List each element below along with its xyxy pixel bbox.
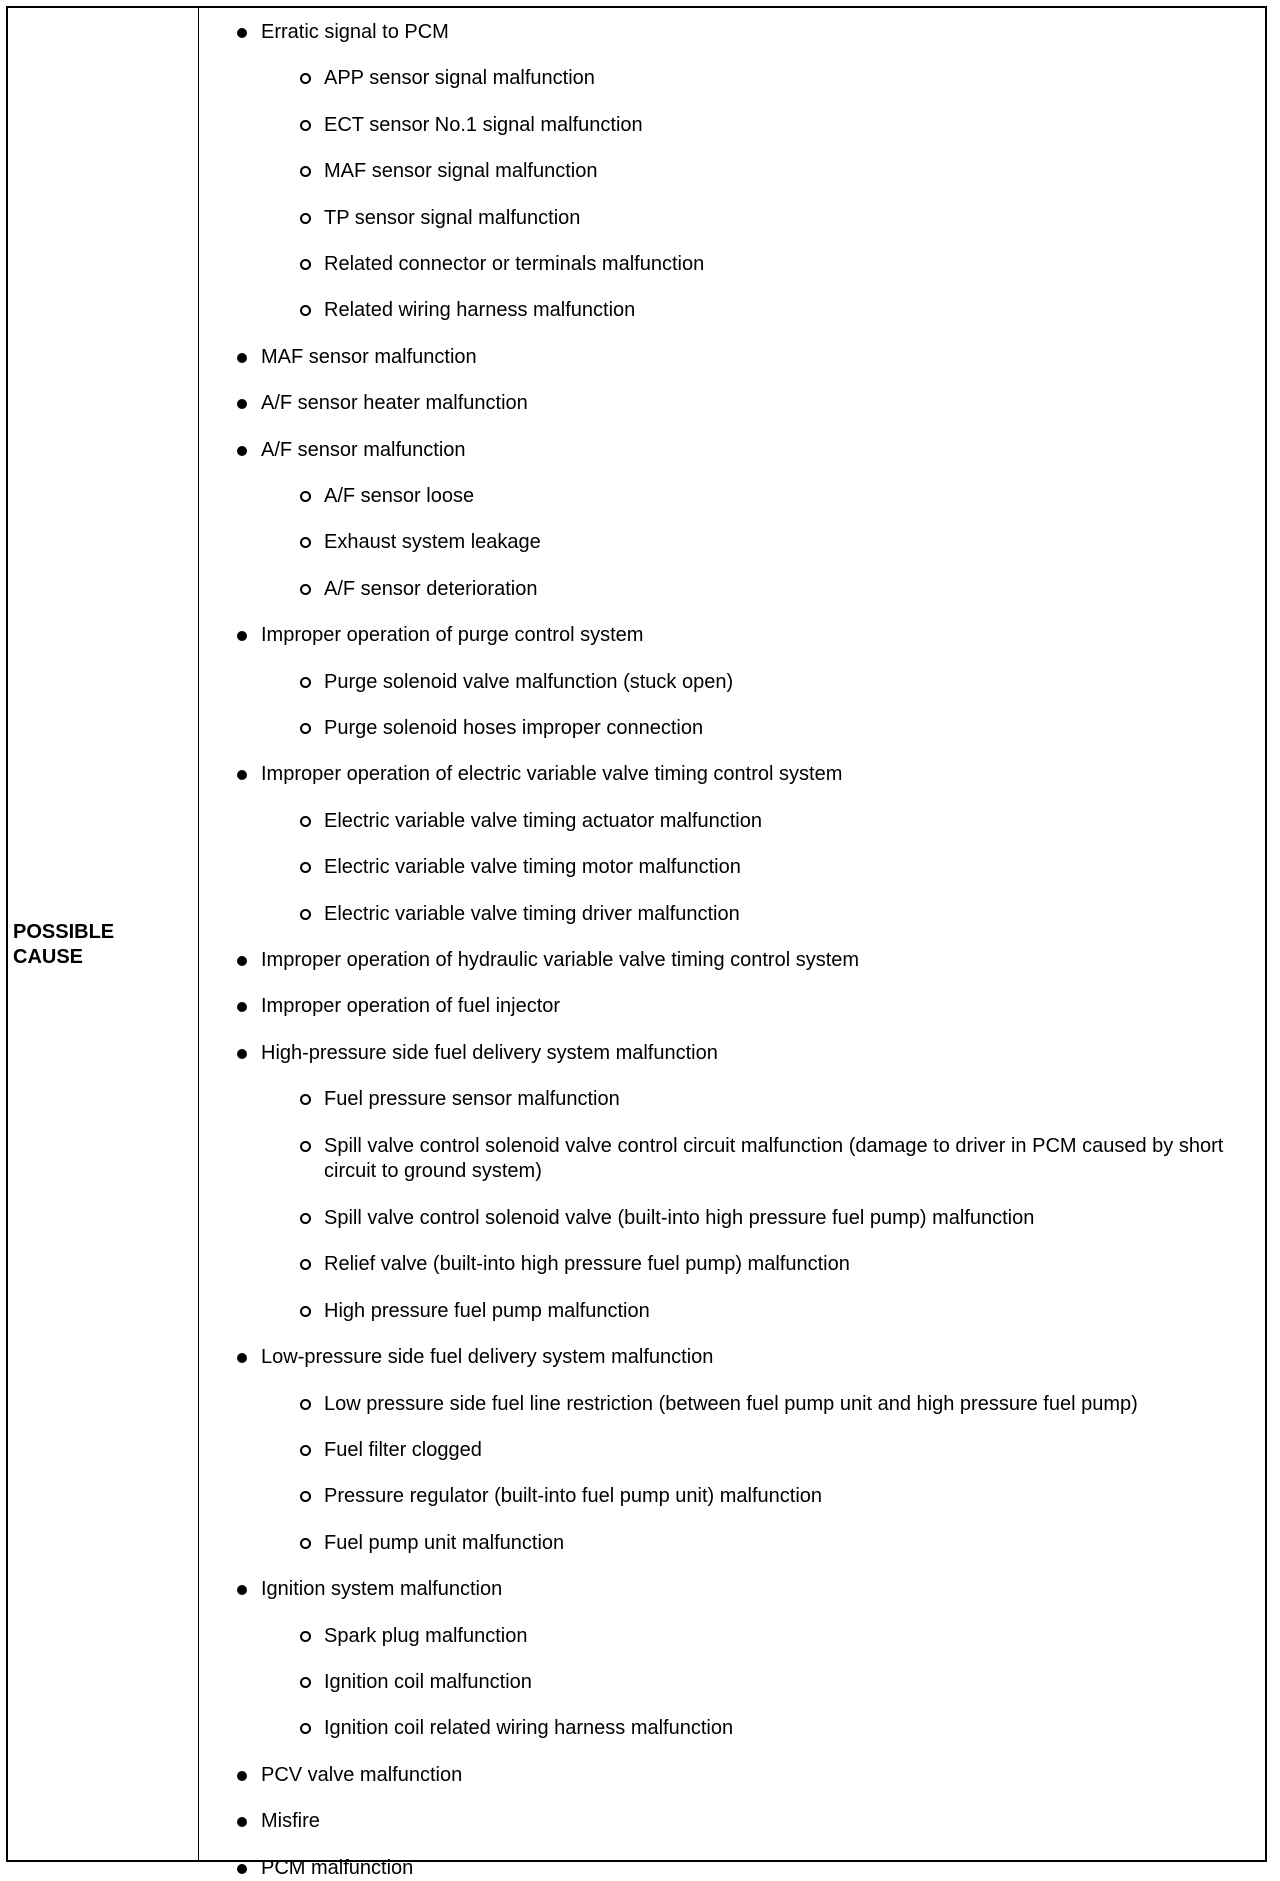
sub-cause-item	[324, 1252, 1244, 1277]
filled-bullet-icon	[237, 353, 247, 363]
cause-text: Purge solenoid valve malfunction (stuck open)	[324, 670, 734, 693]
cause-item	[261, 391, 1221, 416]
cause-text: MAF sensor signal malfunction	[324, 160, 598, 183]
cause-text: High-pressure side fuel delivery system malfunction	[261, 1041, 718, 1064]
filled-bullet-icon	[237, 1585, 247, 1595]
hollow-bullet-icon	[300, 1445, 311, 1456]
cause-text: Fuel pump unit malfunction	[324, 1531, 565, 1554]
cause-text: Purge solenoid hoses improper connection	[324, 717, 704, 739]
sub-cause-item	[324, 66, 1244, 91]
row-label: POSSIBLE CAUSE	[13, 921, 115, 968]
cause-text: A/F sensor heater malfunction	[261, 392, 528, 415]
sub-cause-item	[324, 113, 1244, 138]
cause-text: Relief valve (built-into high pressure fuel pump) malfunction	[324, 1253, 850, 1276]
filled-bullet-icon	[237, 1353, 247, 1363]
sub-cause-item	[324, 1438, 1244, 1463]
cause-item	[261, 438, 1221, 463]
hollow-bullet-icon	[300, 213, 311, 224]
hollow-bullet-icon	[300, 166, 311, 177]
cause-item	[261, 994, 1221, 1019]
sub-cause-item	[324, 1134, 1244, 1184]
hollow-bullet-icon	[300, 1306, 311, 1317]
hollow-bullet-icon	[300, 1538, 311, 1549]
hollow-bullet-icon	[300, 816, 311, 827]
filled-bullet-icon	[237, 446, 247, 456]
cause-text: Electric variable valve timing actuator malfunction	[324, 809, 762, 832]
sub-cause-item	[324, 902, 1244, 927]
column-divider	[198, 8, 199, 1860]
hollow-bullet-icon	[300, 1631, 311, 1642]
sub-cause-item	[324, 1531, 1244, 1556]
cause-text: Low-pressure side fuel delivery system malfunction	[261, 1346, 714, 1369]
filled-bullet-icon	[237, 1049, 247, 1059]
cause-item	[261, 20, 1221, 45]
hollow-bullet-icon	[300, 1491, 311, 1502]
cause-item	[261, 1809, 1221, 1834]
cause-text: High pressure fuel pump malfunction	[324, 1299, 650, 1322]
cause-item	[261, 345, 1221, 370]
cause-text: Improper operation of purge control system	[261, 624, 644, 647]
sub-cause-item	[324, 716, 1244, 741]
sub-cause-item	[324, 206, 1244, 231]
filled-bullet-icon	[237, 1817, 247, 1827]
cause-text: MAF sensor malfunction	[261, 345, 477, 368]
filled-bullet-icon	[237, 1002, 247, 1012]
cause-item	[261, 762, 1221, 787]
cause-text: Electric variable valve timing driver malfunction	[324, 902, 740, 925]
cause-text: Low pressure side fuel line restriction (between fuel pump unit and high pressure fuel pump)	[324, 1392, 1138, 1415]
hollow-bullet-icon	[300, 1141, 311, 1152]
cause-text: APP sensor signal malfunction	[324, 67, 595, 90]
cause-item	[261, 1577, 1221, 1602]
sub-cause-item	[324, 1087, 1244, 1112]
sub-cause-item	[324, 577, 1244, 602]
hollow-bullet-icon	[300, 120, 311, 131]
cause-text: Ignition system malfunction	[261, 1578, 503, 1601]
cause-text: A/F sensor malfunction	[261, 438, 466, 461]
cause-text: PCV valve malfunction	[261, 1763, 463, 1786]
hollow-bullet-icon	[300, 259, 311, 270]
cause-item	[261, 1041, 1221, 1066]
cause-text: Improper operation of hydraulic variable valve timing control system	[261, 949, 860, 971]
sub-cause-item	[324, 1484, 1244, 1509]
sub-cause-item	[324, 298, 1244, 323]
sub-cause-item	[324, 670, 1244, 695]
cause-item	[261, 623, 1221, 648]
filled-bullet-icon	[237, 956, 247, 966]
sub-cause-item	[324, 530, 1244, 555]
cause-text: Related connector or terminals malfunction	[324, 253, 705, 275]
cause-text: Fuel filter clogged	[324, 1439, 482, 1461]
cause-text: Spill valve control solenoid valve (built-into high pressure fuel pump) malfunction	[324, 1207, 1035, 1229]
cause-text: A/F sensor deterioration	[324, 577, 538, 600]
filled-bullet-icon	[237, 399, 247, 409]
hollow-bullet-icon	[300, 73, 311, 84]
cause-text: Improper operation of electric variable valve timing control system	[261, 763, 843, 786]
cause-text: Electric variable valve timing motor malfunction	[324, 856, 741, 879]
filled-bullet-icon	[237, 631, 247, 641]
sub-cause-item	[324, 1670, 1244, 1695]
sub-cause-item	[324, 1206, 1244, 1231]
cause-item	[261, 948, 1221, 973]
hollow-bullet-icon	[300, 584, 311, 595]
sub-cause-item	[324, 1624, 1244, 1649]
cause-text: A/F sensor loose	[324, 485, 475, 507]
sub-cause-item	[324, 1392, 1244, 1417]
cause-text: Erratic signal to PCM	[261, 21, 449, 43]
cause-text: Improper operation of fuel injector	[261, 995, 561, 1018]
cause-text: Misfire	[261, 1810, 320, 1833]
sub-cause-item	[324, 1299, 1244, 1324]
hollow-bullet-icon	[300, 909, 311, 920]
hollow-bullet-icon	[300, 491, 311, 502]
hollow-bullet-icon	[300, 677, 311, 688]
possible-cause-table	[6, 6, 1267, 1879]
sub-cause-item	[324, 809, 1244, 834]
cause-text: ECT sensor No.1 signal malfunction	[324, 113, 643, 136]
hollow-bullet-icon	[300, 1399, 311, 1410]
cause-text: Ignition coil related wiring harness malfunction	[324, 1717, 734, 1740]
cause-text: Related wiring harness malfunction	[324, 299, 636, 322]
sub-cause-item	[324, 1716, 1244, 1741]
filled-bullet-icon	[237, 1864, 247, 1874]
cause-item	[261, 1763, 1221, 1788]
hollow-bullet-icon	[300, 1213, 311, 1224]
cause-text: Exhaust system leakage	[324, 531, 541, 554]
cause-text: PCM malfunction	[261, 1856, 414, 1879]
cause-item	[261, 1856, 1221, 1881]
hollow-bullet-icon	[300, 537, 311, 548]
filled-bullet-icon	[237, 770, 247, 780]
filled-bullet-icon	[237, 1771, 247, 1781]
cause-text: Spill valve control solenoid valve control circuit malfunction (damage to driver in PCM caused by short circuit to ground system)	[324, 1134, 1224, 1182]
hollow-bullet-icon	[300, 305, 311, 316]
hollow-bullet-icon	[300, 1677, 311, 1688]
sub-cause-item	[324, 855, 1244, 880]
cause-text: Fuel pressure sensor malfunction	[324, 1088, 620, 1111]
cause-text: Ignition coil malfunction	[324, 1671, 532, 1693]
filled-bullet-icon	[237, 28, 247, 38]
hollow-bullet-icon	[300, 862, 311, 873]
cause-text: Pressure regulator (built-into fuel pump unit) malfunction	[324, 1485, 823, 1508]
hollow-bullet-icon	[300, 1723, 311, 1734]
sub-cause-item	[324, 484, 1244, 509]
hollow-bullet-icon	[300, 723, 311, 734]
cause-text: TP sensor signal malfunction	[324, 206, 581, 229]
sub-cause-item	[324, 252, 1244, 277]
hollow-bullet-icon	[300, 1094, 311, 1105]
hollow-bullet-icon	[300, 1259, 311, 1270]
sub-cause-item	[324, 159, 1244, 184]
cause-text: Spark plug malfunction	[324, 1624, 528, 1647]
cause-item	[261, 1345, 1221, 1370]
